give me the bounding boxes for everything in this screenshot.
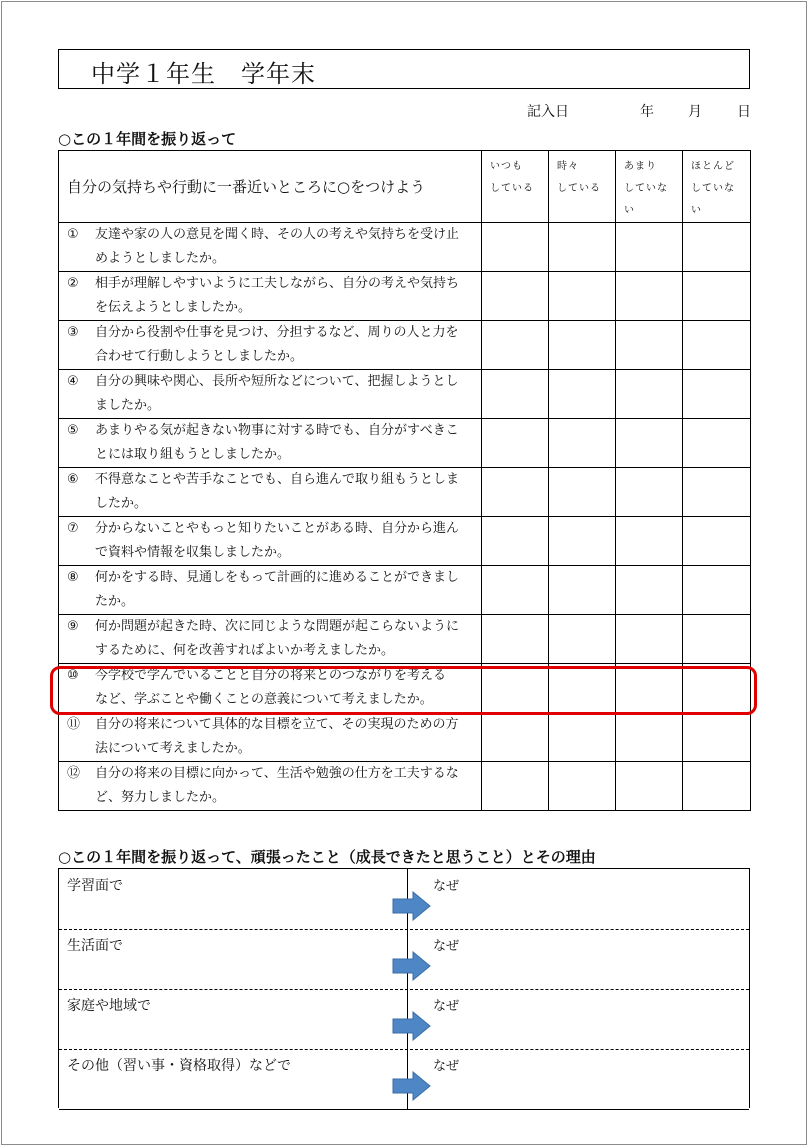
survey-header-row: [59, 151, 751, 223]
answer-cell-always[interactable]: [482, 664, 549, 713]
option-header-line: 時々: [557, 161, 579, 172]
answer-cell-rarely[interactable]: [616, 223, 683, 272]
answer-cell-sometimes[interactable]: [549, 517, 616, 566]
section1-heading: ○この１年間を振り返って: [58, 130, 237, 148]
reflection-why-label: なぜ: [433, 939, 460, 954]
answer-cell-rarely[interactable]: [616, 272, 683, 321]
survey-header-main: 自分の気持ちや行動に一番近いところに○をつけよう: [59, 151, 482, 223]
question-text-cell: [59, 615, 482, 664]
answer-cell-sometimes[interactable]: [549, 615, 616, 664]
answer-cell-hardly[interactable]: [683, 321, 751, 370]
reflection-area-label: 学習面で: [67, 878, 123, 894]
option-header-line: い: [624, 205, 635, 216]
survey-table: [58, 150, 751, 811]
reflection-table: [58, 868, 750, 1108]
answer-cell-sometimes[interactable]: [549, 272, 616, 321]
question-row: [59, 370, 751, 419]
reflection-why-label: なぜ: [433, 999, 460, 1014]
question-text-line1: 何か問題が起きた時、次に同じような問題が起こらないように: [95, 619, 460, 634]
question-number: ⑤: [67, 423, 79, 438]
answer-cell-hardly[interactable]: [683, 370, 751, 419]
date-label: 記入日: [527, 104, 569, 120]
answer-cell-hardly[interactable]: [683, 517, 751, 566]
reflection-area-label: その他（習い事・資格取得）などで: [67, 1058, 291, 1074]
reflection-area-label: 家庭や地域で: [67, 998, 151, 1014]
question-text-line2: 合わせて行動しようとしましたか。: [95, 349, 304, 364]
answer-cell-hardly[interactable]: [683, 223, 751, 272]
answer-cell-sometimes[interactable]: [549, 321, 616, 370]
option-header-line: していな: [624, 183, 668, 194]
question-line-1: [67, 321, 477, 345]
option-header-hardly: [683, 151, 751, 223]
answer-cell-always[interactable]: [482, 566, 549, 615]
question-text-line2: ど、努力しましたか。: [95, 790, 226, 805]
answer-cell-sometimes[interactable]: [549, 713, 616, 762]
question-row: [59, 517, 751, 566]
question-row: [59, 615, 751, 664]
question-text-line2: めようとしましたか。: [95, 251, 226, 266]
question-text-cell: [59, 321, 482, 370]
answer-cell-always[interactable]: [482, 272, 549, 321]
answer-cell-always[interactable]: [482, 419, 549, 468]
answer-cell-always[interactable]: [482, 223, 549, 272]
question-text-line2: とには取り組もうとしましたか。: [95, 447, 291, 462]
reflection-row: [59, 1049, 749, 1110]
question-line-1: [67, 272, 477, 296]
answer-cell-rarely[interactable]: [616, 664, 683, 713]
answer-cell-hardly[interactable]: [683, 272, 751, 321]
option-header-line: ほとんど: [691, 161, 735, 172]
question-number: ④: [67, 374, 79, 389]
question-text-line2: たか。: [95, 594, 135, 609]
question-line-1: [67, 566, 477, 590]
question-text-line2: 法について考えましたか。: [95, 741, 251, 756]
question-text-line1: 分からないことやもっと知りたいことがある時、自分から進ん: [95, 521, 460, 536]
page-title: 中学１年生 学年末: [91, 60, 316, 88]
answer-cell-hardly[interactable]: [683, 762, 751, 811]
question-line-1: [67, 713, 477, 737]
question-number: ⑦: [67, 521, 79, 536]
question-text-line1: 自分の将来の目標に向かって、生活や勉強の仕方を工夫するな: [95, 766, 459, 781]
answer-cell-rarely[interactable]: [616, 517, 683, 566]
question-row: [59, 468, 751, 517]
date-day-label: 日: [737, 104, 751, 120]
question-text-line1: 自分の将来について具体的な目標を立て、その実現のための方: [95, 717, 459, 732]
date-month-label: 月: [688, 104, 702, 120]
question-text-line2: で資料や情報を収集しましたか。: [95, 545, 291, 560]
question-text-cell: [59, 762, 482, 811]
answer-cell-always[interactable]: [482, 615, 549, 664]
question-text-line1: あまりやる気が起きない物事に対する時でも、自分がすべきこ: [95, 423, 459, 438]
option-header-line: あまり: [624, 161, 657, 172]
answer-cell-sometimes[interactable]: [549, 223, 616, 272]
question-text-cell: [59, 664, 482, 713]
question-row: [59, 713, 751, 762]
option-header-sometimes: [549, 151, 616, 223]
question-number: ②: [67, 276, 79, 291]
answer-cell-hardly[interactable]: [683, 468, 751, 517]
question-text-cell: [59, 713, 482, 762]
question-text-line1: 自分から役割や仕事を見つけ、分担するなど、周りの人と力を: [95, 325, 459, 340]
reflection-why-label: なぜ: [433, 879, 460, 894]
right-arrow-icon: [392, 1011, 432, 1041]
question-line-1: [67, 664, 477, 688]
answer-cell-sometimes[interactable]: [549, 419, 616, 468]
answer-cell-sometimes[interactable]: [549, 566, 616, 615]
option-header-rarely: [616, 151, 683, 223]
answer-cell-always[interactable]: [482, 762, 549, 811]
answer-cell-sometimes[interactable]: [549, 664, 616, 713]
answer-cell-sometimes[interactable]: [549, 762, 616, 811]
question-row: [59, 272, 751, 321]
answer-cell-hardly[interactable]: [683, 664, 751, 713]
reflection-area-label: 生活面で: [67, 938, 123, 954]
question-text-line1: 不得意なことや苦手なことでも、自ら進んで取り組もうとしま: [95, 472, 460, 487]
question-row: [59, 566, 751, 615]
answer-cell-always[interactable]: [482, 321, 549, 370]
question-line-1: [67, 370, 477, 394]
question-text-line1: 友達や家の人の意見を聞く時、その人の考えや気持ちを受け止: [95, 227, 460, 242]
question-text-cell: [59, 272, 482, 321]
option-header-line: している: [490, 183, 534, 194]
answer-cell-always[interactable]: [482, 370, 549, 419]
answer-cell-rarely[interactable]: [616, 713, 683, 762]
question-text-cell: [59, 517, 482, 566]
answer-cell-rarely[interactable]: [616, 566, 683, 615]
reflection-row: [59, 989, 749, 1050]
question-row: [59, 223, 751, 272]
question-row: [59, 664, 751, 713]
answer-cell-hardly[interactable]: [683, 566, 751, 615]
question-line-1: [67, 468, 477, 492]
question-text-line1: 自分の興味や関心、長所や短所などについて、把握しようとし: [95, 374, 459, 389]
answer-cell-always[interactable]: [482, 713, 549, 762]
question-text-line1: 今学校で学んでいることと自分の将来とのつながりを考える: [95, 668, 447, 683]
option-header-line: していな: [691, 183, 735, 194]
question-number: ⑩: [67, 668, 79, 683]
answer-cell-sometimes[interactable]: [549, 370, 616, 419]
option-header-always: [482, 151, 549, 223]
answer-cell-rarely[interactable]: [616, 321, 683, 370]
question-row: [59, 762, 751, 811]
answer-cell-rarely[interactable]: [616, 468, 683, 517]
answer-cell-always[interactable]: [482, 517, 549, 566]
question-number: ⑪: [67, 717, 81, 732]
question-text-cell: [59, 468, 482, 517]
answer-cell-sometimes[interactable]: [549, 468, 616, 517]
answer-cell-hardly[interactable]: [683, 713, 751, 762]
answer-cell-hardly[interactable]: [683, 419, 751, 468]
question-line-1: [67, 762, 477, 786]
question-text-line2: を伝えようとしましたか。: [95, 300, 252, 315]
question-number: ⑫: [67, 766, 81, 781]
reflection-row: [59, 929, 749, 990]
reflection-why-label: なぜ: [433, 1059, 460, 1074]
question-row: [59, 321, 751, 370]
right-arrow-icon: [392, 951, 432, 981]
question-number: ③: [67, 325, 79, 340]
question-line-1: [67, 223, 477, 247]
right-arrow-icon: [392, 1071, 432, 1101]
answer-cell-hardly[interactable]: [683, 615, 751, 664]
question-row: [59, 419, 751, 468]
option-header-line: い: [691, 205, 702, 216]
question-line-1: [67, 615, 477, 639]
section2-heading: ○この１年間を振り返って、頑張ったこと（成長できたと思うこと）とその理由: [58, 848, 596, 866]
reflection-row: [59, 869, 749, 930]
question-text-cell: [59, 370, 482, 419]
question-line-1: [67, 419, 477, 443]
question-number: ⑥: [67, 472, 79, 487]
date-year-label: 年: [640, 104, 654, 120]
question-text-line2: ましたか。: [95, 398, 161, 413]
answer-cell-always[interactable]: [482, 468, 549, 517]
question-text-line1: 何かをする時、見通しをもって計画的に進めることができまし: [95, 570, 460, 585]
question-number: ⑨: [67, 619, 79, 634]
option-header-line: している: [557, 183, 601, 194]
question-text-line2: など、学ぶことや働くことの意義について考えましたか。: [95, 692, 433, 707]
option-header-line: いつも: [490, 161, 523, 172]
question-text-line2: するために、何を改善すればよいか考えましたか。: [95, 643, 395, 658]
title-box: [58, 49, 750, 89]
answer-cell-rarely[interactable]: [616, 419, 683, 468]
answer-cell-rarely[interactable]: [616, 370, 683, 419]
question-text-line1: 相手が理解しやすいように工夫しながら、自分の考えや気持ち: [95, 276, 460, 291]
question-line-1: [67, 517, 477, 541]
question-number: ⑧: [67, 570, 79, 585]
question-text-cell: [59, 566, 482, 615]
answer-cell-rarely[interactable]: [616, 615, 683, 664]
right-arrow-icon: [392, 891, 432, 921]
question-text-cell: [59, 419, 482, 468]
question-text-line2: したか。: [95, 496, 148, 511]
answer-cell-rarely[interactable]: [616, 762, 683, 811]
question-text-cell: [59, 223, 482, 272]
question-number: ①: [67, 227, 79, 242]
